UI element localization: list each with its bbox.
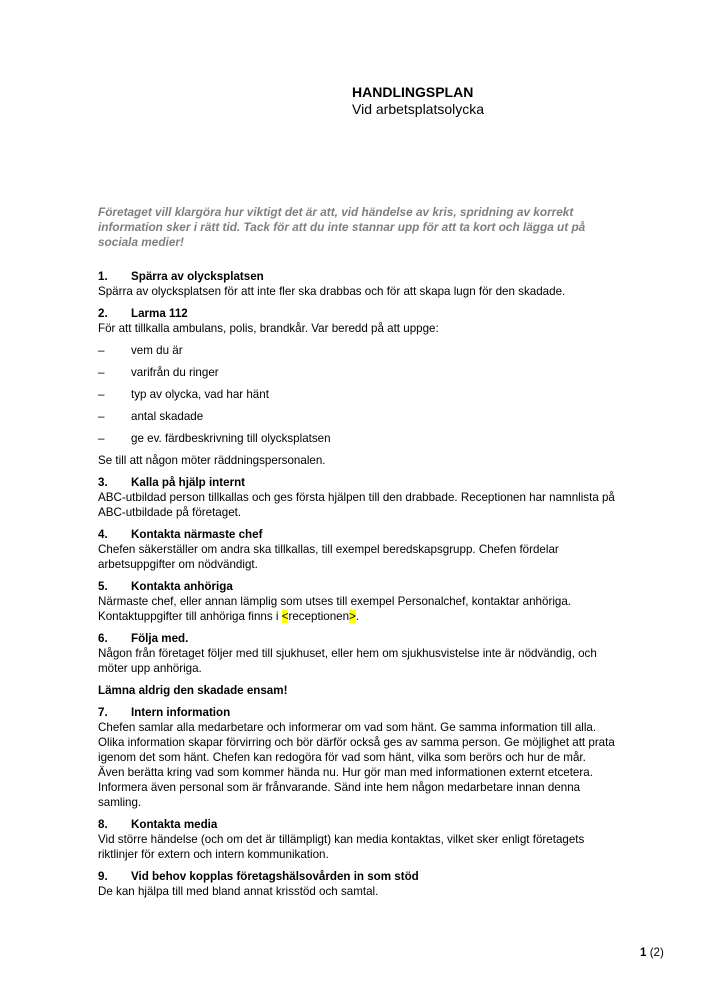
text-run: Närmaste chef, eller annan lämplig som utses till exempel Personalchef, kontaktar anhöriga. Kontaktuppgifter till anhöriga finns i <box>98 595 572 623</box>
section-body-text <box>98 490 615 520</box>
section-title: Följa med. <box>131 632 189 645</box>
section-title: Intern information <box>131 706 231 719</box>
highlighted-placeholder-text: > <box>349 610 356 623</box>
highlighted-placeholder-text: < <box>281 610 289 623</box>
text-run: Se till att någon möter räddningspersonalen. <box>98 454 326 467</box>
section-heading <box>98 269 615 284</box>
section-body-text <box>98 542 615 572</box>
section-body-text <box>98 594 615 624</box>
bullet-item <box>98 365 615 380</box>
section-body-text <box>98 321 615 336</box>
text-run: receptionen <box>288 610 350 623</box>
section <box>98 705 615 810</box>
bullet-text: typ av olycka, vad har hänt <box>131 388 269 401</box>
section-body-text <box>98 720 615 810</box>
bullet-dash-icon: – <box>98 366 105 379</box>
section-title: Kontakta media <box>131 818 218 831</box>
section <box>98 817 615 862</box>
text-run: För att tillkalla ambulans, polis, brandkår. Var beredd på att uppge: <box>98 322 439 335</box>
section-number: 7. <box>98 706 108 719</box>
text-run: Någon från företaget följer med till sjukhuset, eller hem om sjukhusvistelse inte är nödvändig, och möter upp anhöriga. <box>98 647 597 675</box>
section-number: 1. <box>98 270 108 283</box>
section-title: Kontakta närmaste chef <box>131 528 263 541</box>
section <box>98 527 615 572</box>
section-number: 4. <box>98 528 108 541</box>
bullet-item <box>98 387 615 402</box>
bullet-item <box>98 343 615 358</box>
intro-paragraph: Företaget vill klargöra hur viktigt det är att, vid händelse av kris, spridning av korrekt information sker i rätt tid. Tack för att du inte stannar upp för att ta kort och lägga ut på sociala medier! <box>98 205 586 249</box>
bullet-dash-icon: – <box>98 410 105 423</box>
section-number: 6. <box>98 632 108 645</box>
section <box>98 579 615 624</box>
document-body <box>98 269 615 899</box>
text-run: Chefen säkerställer om andra ska tillkallas, till exempel beredskapsgrupp. Chefen fördelar arbetsuppgifter om nödvändigt. <box>98 543 559 571</box>
bullet-dash-icon: – <box>98 388 105 401</box>
section-heading <box>98 527 615 542</box>
text-run: Chefen samlar alla medarbetare och informerar om vad som hänt. Ge samma information till alla. Olika information skapar förvirring och bör därför också ges av samma person. Ge möjlighet att prata igenom det som hänt. Chefen kan redogöra för vad som hänt, vilka som berörs och hur de mår. Även berätta kring vad som kommer hända nu. Hur gör man med informationen externt etcetera. Informera även personal som är frånvarande. Sänd inte hem någon medarbetare innan denna samling. <box>98 721 615 809</box>
text-run: . <box>355 610 360 623</box>
page-footer <box>640 946 664 960</box>
page-number-current: 1 <box>640 946 647 959</box>
section <box>98 475 615 520</box>
document-title-block <box>352 84 484 118</box>
section-body-text <box>98 832 615 862</box>
bullet-text: ge ev. färdbeskrivning till olycksplatsen <box>131 432 331 445</box>
section-heading <box>98 817 615 832</box>
bullet-text: antal skadade <box>131 410 204 423</box>
document-title: HANDLINGSPLAN <box>352 84 474 100</box>
bullet-list <box>98 343 615 446</box>
section-body-text <box>98 646 615 676</box>
section-heading <box>98 631 615 646</box>
section-number: 2. <box>98 307 108 320</box>
section-body-text <box>98 284 615 299</box>
section-number: 8. <box>98 818 108 831</box>
section <box>98 631 615 676</box>
bullet-item <box>98 409 615 424</box>
section-title: Larma 112 <box>131 307 188 320</box>
section-heading <box>98 579 615 594</box>
section-heading <box>98 475 615 490</box>
section-title: Spärra av olycksplatsen <box>131 270 264 283</box>
section-number: 9. <box>98 870 108 883</box>
bullet-text: varifrån du ringer <box>131 366 219 379</box>
section-body-text <box>98 884 615 899</box>
section-title: Vid behov kopplas företagshälsovården in som stöd <box>131 870 419 883</box>
text-run: ABC-utbildad person tillkallas och ges första hjälpen till den drabbade. Receptionen har namnlista på ABC-utbildade på företaget. <box>98 491 615 519</box>
section-title: Kontakta anhöriga <box>131 580 233 593</box>
page-number-total: (2) <box>649 946 664 959</box>
section <box>98 269 615 299</box>
bullet-text: vem du är <box>131 344 183 357</box>
section <box>98 869 615 899</box>
section-number: 5. <box>98 580 108 593</box>
emphasis-paragraph: Lämna aldrig den skadade ensam! <box>98 684 288 697</box>
section <box>98 306 615 336</box>
document-subtitle: Vid arbetsplatsolycka <box>352 101 485 117</box>
bullet-dash-icon: – <box>98 344 105 357</box>
section-heading <box>98 705 615 720</box>
text-run: Vid större händelse (och om det är tillämpligt) kan media kontaktas, vilket sker enligt företagets riktlinjer för extern och intern kommunikation. <box>98 833 585 861</box>
section-heading <box>98 869 615 884</box>
paragraph <box>98 453 615 468</box>
text-run: Spärra av olycksplatsen för att inte fler ska drabbas och för att skapa lugn för den skadade. <box>98 285 566 298</box>
bullet-dash-icon: – <box>98 432 105 445</box>
bullet-item <box>98 431 615 446</box>
section-number: 3. <box>98 476 108 489</box>
section-title: Kalla på hjälp internt <box>131 476 246 489</box>
text-run: De kan hjälpa till med bland annat krisstöd och samtal. <box>98 885 379 898</box>
section-heading <box>98 306 615 321</box>
